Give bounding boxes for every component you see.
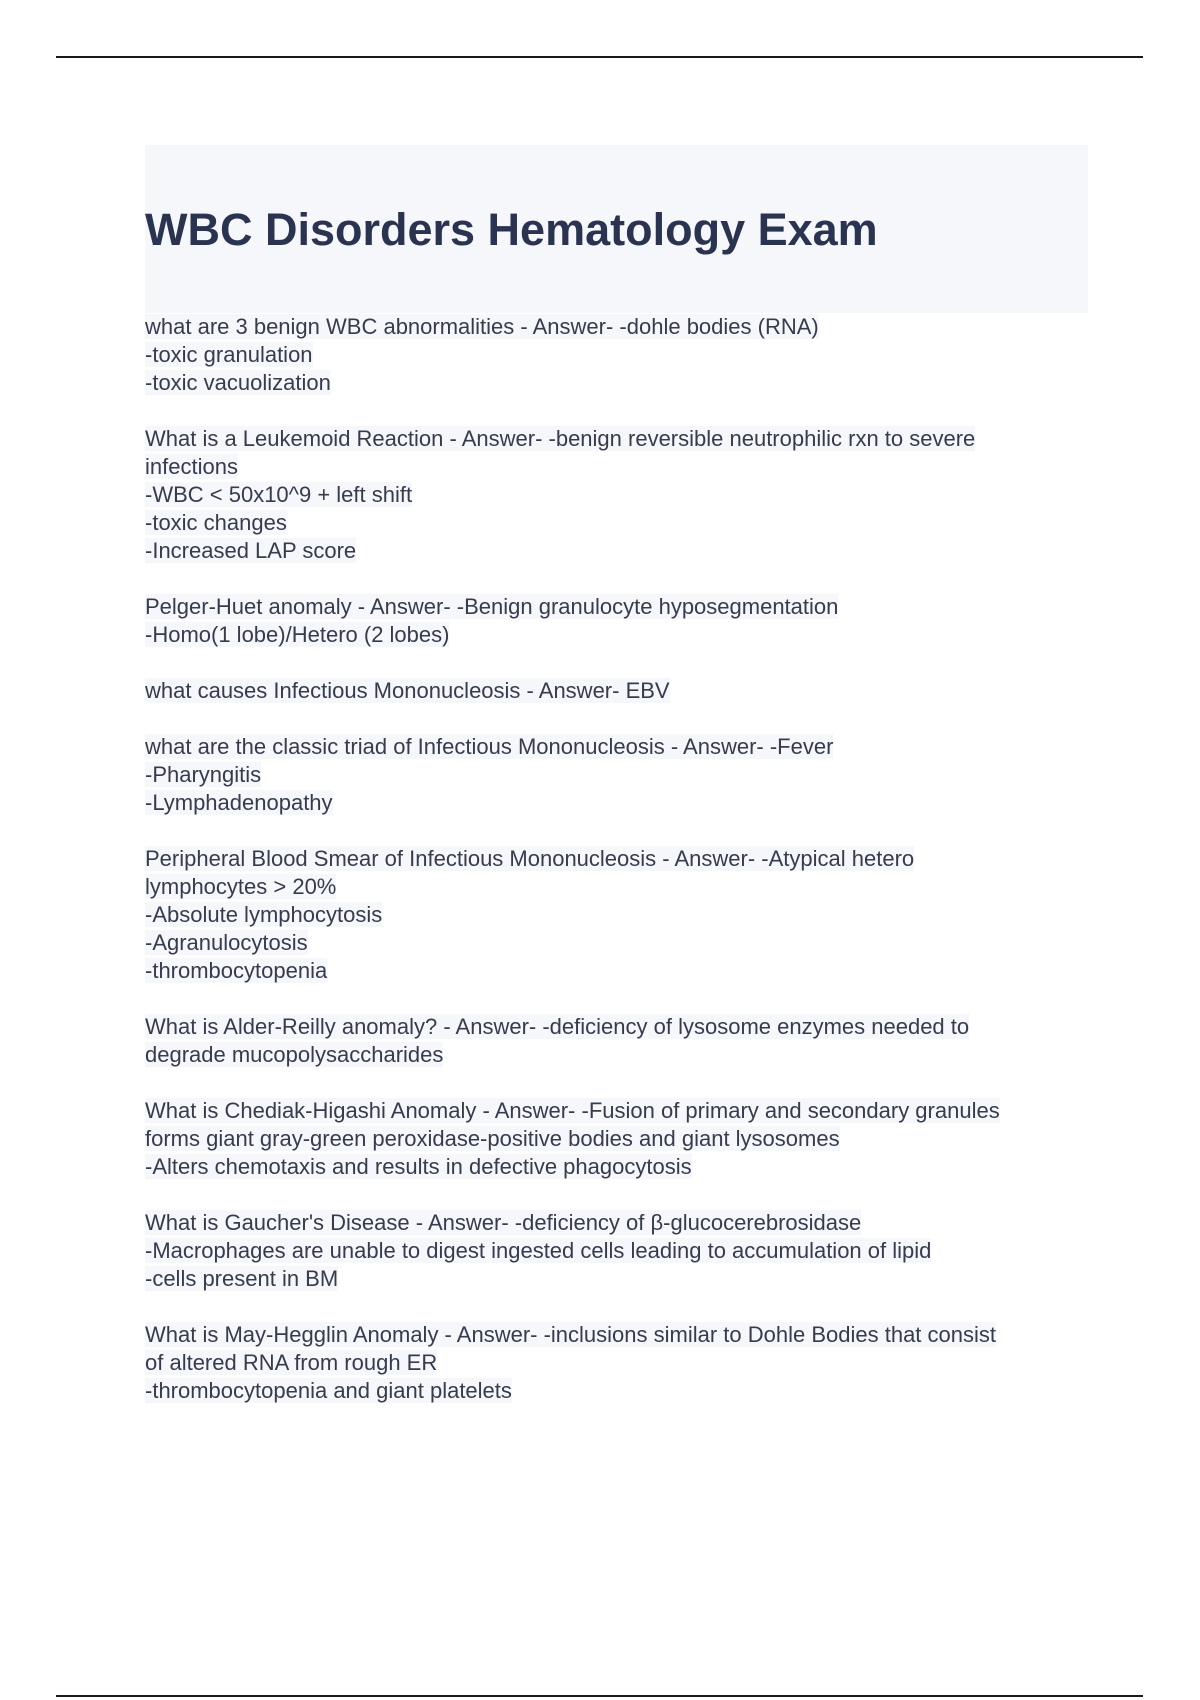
title-block <box>145 145 1088 313</box>
entry-line: what causes Infectious Mononucleosis - Answer- EBV <box>145 678 670 703</box>
qa-list <box>145 313 1090 1433</box>
entry-line: what are the classic triad of Infectious Mononucleosis - Answer- -Fever <box>145 734 834 759</box>
entry-line: -Absolute lymphocytosis <box>145 902 383 927</box>
entry-line: degrade mucopolysaccharides <box>145 1042 444 1067</box>
entry-line: -toxic vacuolization <box>145 370 331 395</box>
qa-entry <box>145 1209 1090 1293</box>
entry-line: Pelger-Huet anomaly - Answer- -Benign granulocyte hyposegmentation <box>145 594 839 619</box>
entry-line: -thrombocytopenia <box>145 958 328 983</box>
entry-line: lymphocytes > 20% <box>145 874 337 899</box>
entry-line: what are 3 benign WBC abnormalities - Answer- -dohle bodies (RNA) <box>145 314 819 339</box>
entry-line: -Increased LAP score <box>145 538 357 563</box>
entry-line: What is Gaucher's Disease - Answer- -deficiency of β-glucocerebrosidase <box>145 1210 862 1235</box>
entry-line: What is Chediak-Higashi Anomaly - Answer- -Fusion of primary and secondary granules <box>145 1098 1000 1123</box>
top-rule <box>56 56 1143 58</box>
entry-line: -WBC < 50x10^9 + left shift <box>145 482 413 507</box>
entry-line: Peripheral Blood Smear of Infectious Mononucleosis - Answer- -Atypical hetero <box>145 846 915 871</box>
entry-line: of altered RNA from rough ER <box>145 1350 438 1375</box>
entry-line: -Alters chemotaxis and results in defective phagocytosis <box>145 1154 692 1179</box>
entry-line: -toxic changes <box>145 510 287 535</box>
qa-entry <box>145 593 1090 649</box>
entry-line: -Macrophages are unable to digest ingested cells leading to accumulation of lipid <box>145 1238 932 1263</box>
entry-line: -cells present in BM <box>145 1266 339 1291</box>
qa-entry <box>145 733 1090 817</box>
qa-entry <box>145 1013 1090 1069</box>
qa-entry <box>145 1097 1090 1181</box>
bottom-rule <box>56 1695 1143 1697</box>
entry-line: -Agranulocytosis <box>145 930 308 955</box>
entry-line: infections <box>145 454 238 479</box>
qa-entry <box>145 425 1090 565</box>
entry-line: What is a Leukemoid Reaction - Answer- -benign reversible neutrophilic rxn to severe <box>145 426 976 451</box>
page-title: WBC Disorders Hematology Exam <box>145 204 878 255</box>
entry-line: -thrombocytopenia and giant platelets <box>145 1378 512 1403</box>
entry-line: -Pharyngitis <box>145 762 262 787</box>
entry-line: What is Alder-Reilly anomaly? - Answer- -deficiency of lysosome enzymes needed to <box>145 1014 970 1039</box>
entry-line: forms giant gray-green peroxidase-positive bodies and giant lysosomes <box>145 1126 840 1151</box>
qa-entry <box>145 1321 1090 1405</box>
entry-line: What is May-Hegglin Anomaly - Answer- -inclusions similar to Dohle Bodies that consist <box>145 1322 996 1347</box>
qa-entry <box>145 845 1090 985</box>
entry-line: -Lymphadenopathy <box>145 790 333 815</box>
qa-entry <box>145 313 1090 397</box>
qa-entry <box>145 677 1090 705</box>
entry-line: -toxic granulation <box>145 342 313 367</box>
entry-line: -Homo(1 lobe)/Hetero (2 lobes) <box>145 622 450 647</box>
